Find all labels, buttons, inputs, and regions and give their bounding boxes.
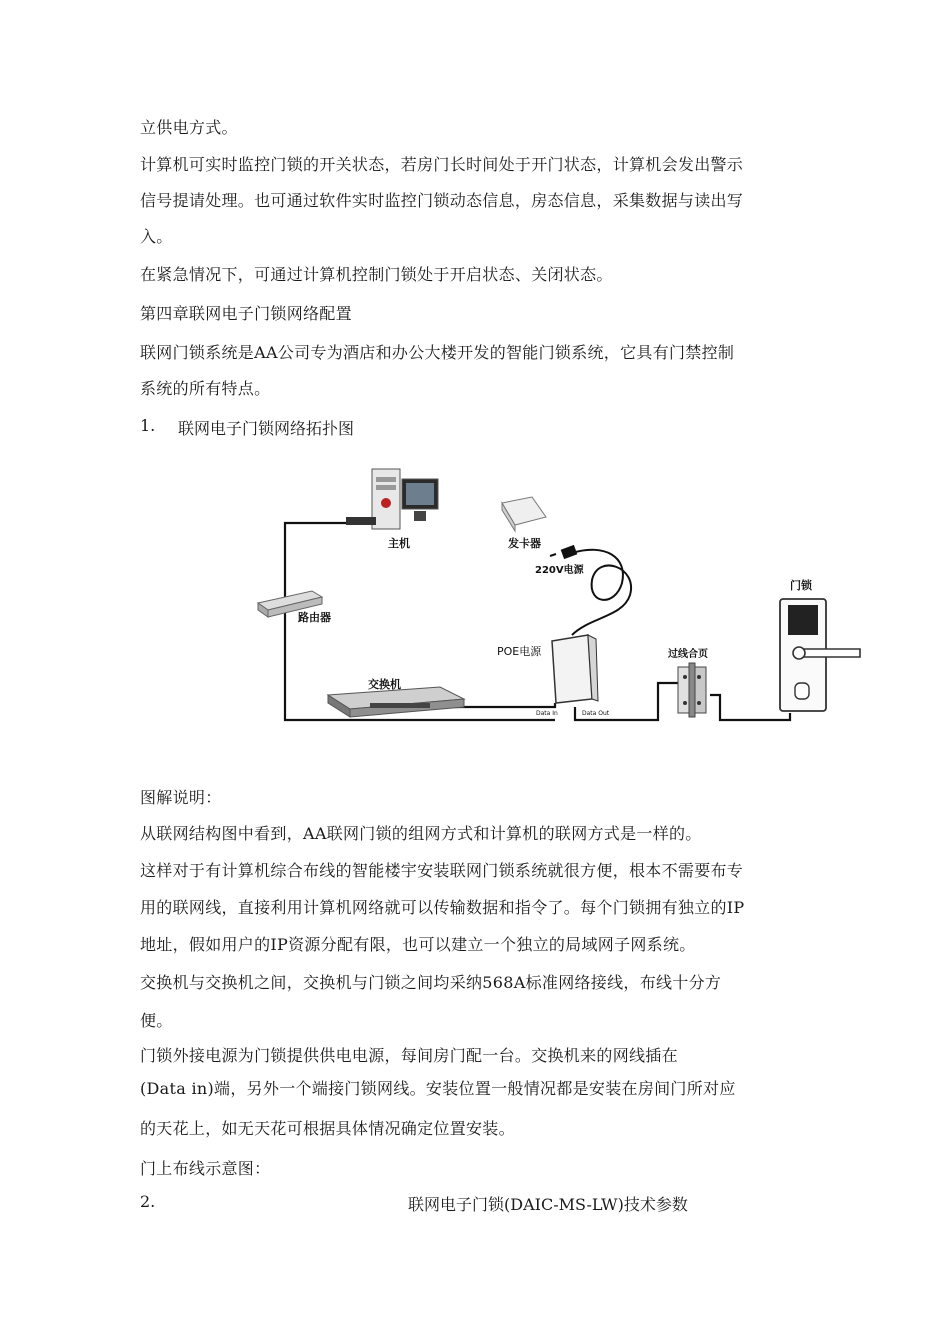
paragraph-line: 用的联网线，直接利用计算机网络就可以传输数据和指令了。每个门锁拥有独立的IP xyxy=(140,898,745,917)
card-issuer-icon xyxy=(502,497,546,531)
section-title: 联网电子门锁(DAIC-MS-LW)技术参数 xyxy=(408,1195,688,1214)
network-cables xyxy=(285,523,790,720)
diagram-caption: 图解说明： xyxy=(140,788,222,807)
door-lock-label: 门锁 xyxy=(790,579,812,592)
host-label: 主机 xyxy=(388,537,410,550)
paragraph-line: 信号提请处理。也可通过软件实时监控门锁动态信息，房态信息，采集数据与读出写 xyxy=(140,191,744,210)
section-number: 1. xyxy=(140,416,156,435)
power-220v-label: 220V电源 xyxy=(535,565,584,576)
network-topology-diagram xyxy=(250,455,880,735)
section-title: 联网电子门锁网络拓扑图 xyxy=(178,419,355,438)
paragraph-line: 入。 xyxy=(140,227,173,246)
paragraph-line: 门锁外接电源为门锁提供供电电源，每间房门配一台。交换机来的网线插在 xyxy=(140,1046,678,1065)
paragraph-line: 在紧急情况下，可通过计算机控制门锁处于开启状态、关闭状态。 xyxy=(140,265,613,284)
door-lock-icon xyxy=(780,599,860,711)
poe-label: POE电源 xyxy=(497,645,542,658)
power-plug-icon xyxy=(550,545,577,559)
data-in-label: Data In xyxy=(536,710,558,717)
paragraph-line: 系统的所有特点。 xyxy=(140,379,271,398)
switch-label: 交换机 xyxy=(368,678,401,691)
paragraph-line: 计算机可实时监控门锁的开关状态，若房门长时间处于开门状态，计算机会发出警示 xyxy=(140,155,744,174)
router-label: 路由器 xyxy=(298,611,331,624)
paragraph-line: 门上布线示意图： xyxy=(140,1159,271,1178)
data-out-label: Data Out xyxy=(582,710,610,717)
paragraph-line: 便。 xyxy=(140,1011,173,1030)
paragraph-line: (Data in)端，另外一个端接门锁网线。安装位置一般情况都是安装在房间门所对应 xyxy=(140,1079,736,1098)
section-number: 2. xyxy=(140,1192,156,1211)
paragraph-line: 联网门锁系统是AA公司专为酒店和办公大楼开发的智能门锁系统，它具有门禁控制 xyxy=(140,343,735,362)
card-issuer-label: 发卡器 xyxy=(508,537,541,550)
hinge-label: 过线合页 xyxy=(668,649,708,660)
chapter-heading: 第四章联网电子门锁网络配置 xyxy=(140,304,352,323)
host-computer-icon xyxy=(346,469,438,529)
paragraph-line: 的天花上，如无天花可根据具体情况确定位置安装。 xyxy=(140,1119,515,1138)
hinge-icon xyxy=(678,663,706,717)
poe-power-icon xyxy=(552,635,598,703)
paragraph-line: 这样对于有计算机综合布线的智能楼宇安装联网门锁系统就很方便，根本不需要布专 xyxy=(140,861,744,880)
paragraph-line: 交换机与交换机之间，交换机与门锁之间均采纳568A标准网络接线，布线十分方 xyxy=(140,973,722,992)
paragraph-line: 立供电方式。 xyxy=(140,118,238,137)
paragraph-line: 地址，假如用户的IP资源分配有限，也可以建立一个独立的局域网子网系统。 xyxy=(140,935,696,954)
paragraph-line: 从联网结构图中看到，AA联网门锁的组网方式和计算机的联网方式是一样的。 xyxy=(140,824,702,843)
power-cord xyxy=(572,550,631,635)
switch-icon xyxy=(328,687,464,717)
